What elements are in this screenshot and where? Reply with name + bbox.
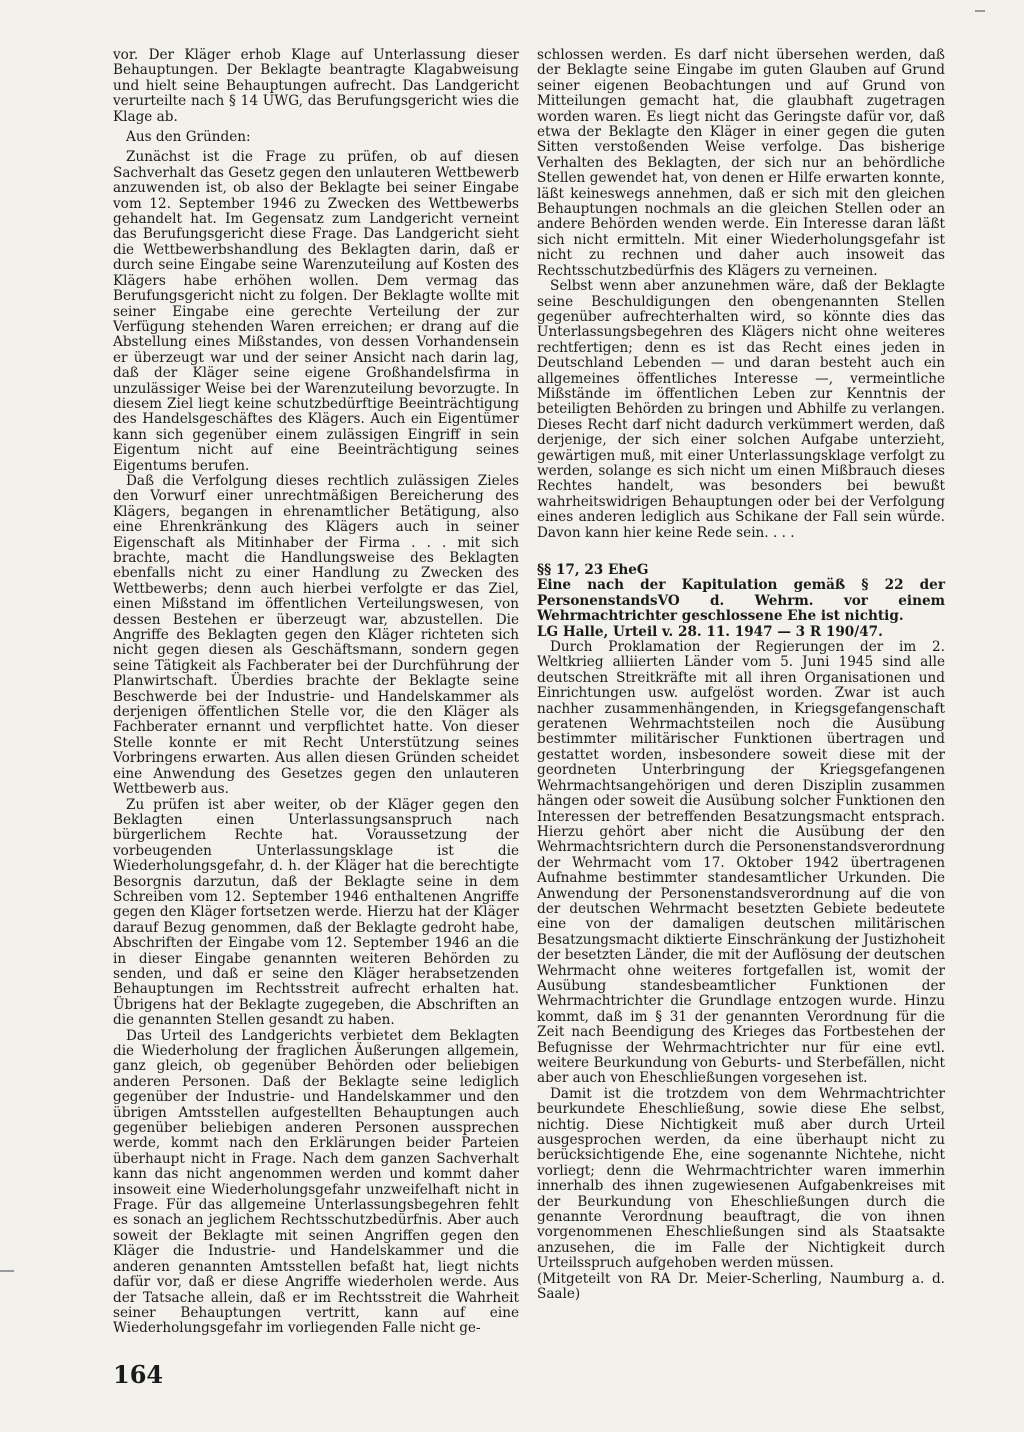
paragraph: Daß die Verfolgung dieses rechtlich zulässigen Zieles den Vorwurf einer unrechtmäßigen Bereicherung des Klägers, begangen in ehrenamtlicher Betätigung, also eine Ehrenkränkung des Klägers auch in seiner Eigenschaft als Mitinhaber der Firma . . . mit sich brachte, macht die Handlungsweise des Beklagten ebenfalls nicht zu einer Handlung zu Zwecken des Wettbewerbs; denn auch hierbei verfolgte er das Ziel, einen Mißstand im öffentlichen Verteilungswesen, von dessen Bestehen er überzeugt war, abzustellen. Die Angriffe des Beklagten gegen den Kläger richteten sich nicht gegen diesen als Geschäftsmann, sondern gegen seine Tätigkeit als Fachberater bei der Durchführung der Planwirtschaft. Überdies brachte der Beklagte seine Beschwerde bei der Industrie- und Handelskammer als derjenigen öffentlichen Stelle vor, die den Kläger als Fachberater ernannt und verpflichtet hatte. Von dieser Stelle konnte er mit Recht Unterstützung seines Vorbringens erwarten. Aus allen diesen Gründen scheidet eine Anwendung des Gesetzes gegen den unlauteren Wettbewerb aus. [113, 472, 519, 798]
paragraph: Zunächst ist die Frage zu prüfen, ob auf diesen Sachverhalt das Gesetz gegen den unlauteren Wettbewerb anzuwenden ist, ob also der Beklagte bei seiner Eingabe vom 12. September 1946 zu Zwecken des Wettbewerbs gehandelt hat. Im Gegensatz zum Landgericht verneint das Berufungsgericht diese Frage. Das Landgericht sieht die Wettbewerbshandlung des Beklagten darin, daß er durch seine Eingabe seine Warenzuteilung auf Kosten des Klägers habe erhöhen wollen. Dem vermag das Berufungsgericht nicht zu folgen. Der Beklagte wollte mit seiner Eingabe eine gerechte Verteilung der zur Verfügung stehenden Waren erreichen; er drang auf die Abstellung eines Mißstandes, von dessen Vorhandensein er überzeugt war und der seiner Ansicht nach darin lag, daß der Kläger seine eigene Großhandelsfirma in unzulässiger Weise bei der Warenzuteilung bevorzugte. In diesem Ziel liegt keine schutzbedürftige Beeinträchtigung des Handelsgeschäftes des Klägers. Auch ein Eigentümer kann sich gegenüber einem zulässigen Eingriff in sein Eigentum nicht auf eine Beeinträchtigung seines Eigentums berufen. [113, 149, 519, 474]
court-citation: LG Halle, Urteil v. 28. 11. 1947 — 3 R 190/47. [537, 623, 883, 640]
paragraph: Das Urteil des Landgerichts verbietet dem Beklagten die Wiederholung der fraglichen Äußerungen allgemein, ganz gleich, ob gegenüber Behörden oder beliebigen anderen Personen. Daß der Beklagte seine lediglich gegenüber der Industrie- und Handelskammer und den übrigen Amtsstellen aufgestellten Behauptungen auch gegenüber beliebigen anderen Personen aussprechen werde, kommt nach den Erklärungen beider Parteien überhaupt nicht in Frage. Nach dem ganzen Sachverhalt kann das nicht angenommen werden und kommt daher insoweit eine Wiederholungsgefahr unzweifelhaft nicht in Frage. Für das allgemeine Unterlassungsbegehren fehlt es sonach an jeglichem Rechtsschutzbedürfnis. Aber auch soweit der Beklagte mit seinen Angriffen gegen den Kläger die Industrie- und Handelskammer und die anderen genannten Amtsstellen befaßt hat, liegt nichts dafür vor, daß er diese Angriffe wiederholen werde. Aus der Tatsache allein, daß er im Rechtsstreit die Wahrheit seiner Behauptungen vertritt, kann auf eine Wiederholungsgefahr im vorliegenden Falle nicht ge- [113, 1027, 519, 1337]
headnote: Eine nach der Kapitulation gemäß § 22 der PersonenstandsVO d. Wehrm. vor einem Wehrmachtrichter geschlossene Ehe ist nichtig. [537, 577, 945, 625]
paragraph: Damit ist die trotzdem von dem Wehrmachtrichter beurkundete Eheschließung, sowie diese Ehe selbst, nichtig. Diese Nichtigkeit muß aber durch Urteil ausgesprochen werden, da eine überhaupt nicht zu berücksichtigende Ehe, eine sogenannte Nichtehe, nicht vorliegt; denn die Wehrmachtrichter waren immerhin innerhalb des ihnen zugewiesenen Aufgabenkreises mit der Beurkundung von Eheschließungen durch die genannte Verordnung beauftragt, die von ihnen vorgenommenen Eheschließungen sind als Staatsakte anzusehen, die im Falle der Nichtigkeit durch Urteilsspruch aufgehoben werden müssen. [537, 1085, 945, 1272]
paragraph: Durch Proklamation der Regierungen der im 2. Weltkrieg alliierten Länder vom 5. Juni 1945 sind alle deutschen Streitkräfte mit all ihren Organisationen und Einrichtungen usw. aufgelöst worden. Zwar ist auch nachher zusammenhängenden, in Kriegsgefangenschaft geratenen Wehrmachtsteilen noch die Ausübung bestimmter militärischer Funktionen übertragen und gestattet worden, insbesondere soweit diese mit der geordneten Unterbringung der Kriegsgefangenen Wehrmachtsangehörigen und deren Disziplin zusammen hängen oder soweit die Ausübung solcher Funktionen den Interessen der betreffenden Besatzungsmacht entsprach. Hierzu gehört aber nicht die Ausübung der den Wehrmachtsrichtern durch die Personenstandsverordnung der Wehrmacht vom 17. Oktober 1942 übertragenen Aufnahme bestimmter standesamtlicher Urkunden. Die Anwendung der Personenstandsverordnung auf die von der deutschen Wehrmacht besetzten Gebiete bedeutete eine von der damaligen deutschen militärischen Besatzungsmacht diktierte Einschränkung der Justizhoheit der besetzten Länder, die mit der Auflösung der deutschen Wehrmacht ohne weiteres fortgefallen ist, womit der Ausübung standesbeamtlicher Funktionen der Wehrmachtrichter die Grundlage entzogen wurde. Hinzu kommt, daß im § 31 der genannten Verordnung für die Zeit nach Beendigung des Krieges das Fortbestehen der Befugnisse der Wehrmachtrichter nur für eine evtl. weitere Beurkundung von Geburts- und Sterbefällen, nicht aber auch von Eheschließungen vorgesehen ist. [537, 639, 945, 1087]
paragraph: Selbst wenn aber anzunehmen wäre, daß der Beklagte seine Beschuldigungen den obengenannten Stellen gegenüber aufrechterhalten wird, so könnte dies das Unterlassungsbegehren des Klägers nicht ohne weiteres rechtfertigen; denn es ist das Recht eines jeden in Deutschland Lebenden — und daran besteht auch ein allgemeines öffentliches Interesse —, vermeintliche Mißstände im öffentlichen Leben zur Kenntnis der beteiligten Behörden zu bringen und Abhilfe zu verlangen. Dieses Recht darf nicht dadurch verkümmert werden, daß derjenige, der sich einer solchen Aufgabe unterzieht, gewärtigen muß, mit einer Unterlassungsklage verfolgt zu werden, solange es sich nicht um einen Mißbrauch dieses Rechtes handelt, was besonders bei bewußt wahrheitswidrigen Behauptungen oder bei der Verfolgung eines anderen lediglich aus Schikane der Fall sein würde. Davon kann hier keine Rede sein. . . . [537, 278, 945, 541]
right-column [537, 48, 945, 1303]
page-number: 164 [113, 1360, 164, 1389]
paragraph: Zu prüfen ist aber weiter, ob der Kläger gegen den Beklagten einen Unterlassungsanspruch nach bürgerlichem Rechte hat. Voraussetzung der vorbeugenden Unterlassungsklage ist die Wiederholungsgefahr, d. h. der Kläger hat die berechtigte Besorgnis darzutun, daß der Beklagte seine in dem Schreiben vom 12. September 1946 enthaltenen Angriffe gegen den Kläger fortsetzen werde. Hierzu hat der Kläger darauf Bezug genommen, daß der Beklagte gedroht habe, Abschriften der Eingabe vom 12. September 1946 an die in dieser Eingabe genannten weiteren Behörden zu senden, und daß er seine den Kläger herabsetzenden Behauptungen im Rechtsstreit aufrecht erhalten hat. Übrigens hat der Beklagte zugegeben, die Abschriften an die genannten Stellen gesandt zu haben. [113, 796, 519, 1029]
law-reference: §§ 17, 23 EheG [537, 562, 649, 578]
left-column [113, 48, 519, 1337]
scan-mark [975, 10, 985, 12]
source-note: (Mitgeteilt von RA Dr. Meier-Scherling, Naumburg a. d. Saale) [537, 1270, 945, 1303]
section-heading: Aus den Gründen: [126, 129, 251, 146]
scan-mark [0, 1270, 14, 1272]
paragraph: vor. Der Kläger erhob Klage auf Unterlassung dieser Behauptungen. Der Beklagte beantragte Klagabweisung und hielt seine Behauptungen aufrecht. Das Landgericht verurteilte nach § 14 UWG, das Berufungsgericht wies die Klage ab. [113, 47, 519, 125]
paragraph: schlossen werden. Es darf nicht übersehen werden, daß der Beklagte seine Eingabe im guten Glauben auf Grund seiner eigenen Beobachtungen und auf Grund von Mitteilungen gemacht hat, die glaubhaft zugetragen worden waren. Es liegt nicht das Geringste dafür vor, daß etwa der Beklagte den Kläger in einer gegen die guten Sitten verstoßenden Weise verfolge. Das bisherige Verhalten des Beklagten, der sich nur an behördliche Stellen gewendet hat, von denen er Hilfe erwarten konnte, läßt keineswegs annehmen, daß er sich mit den gleichen Behauptungen nochmals an die gleichen Stellen oder an andere Behörden wenden werde. Ein Interesse daran läßt sich nicht ermitteln. Mit einer Wiederholungsgefahr ist nicht zu rechnen und daher auch insoweit das Rechtsschutzbedürfnis des Klägers zu verneinen. [537, 47, 945, 279]
